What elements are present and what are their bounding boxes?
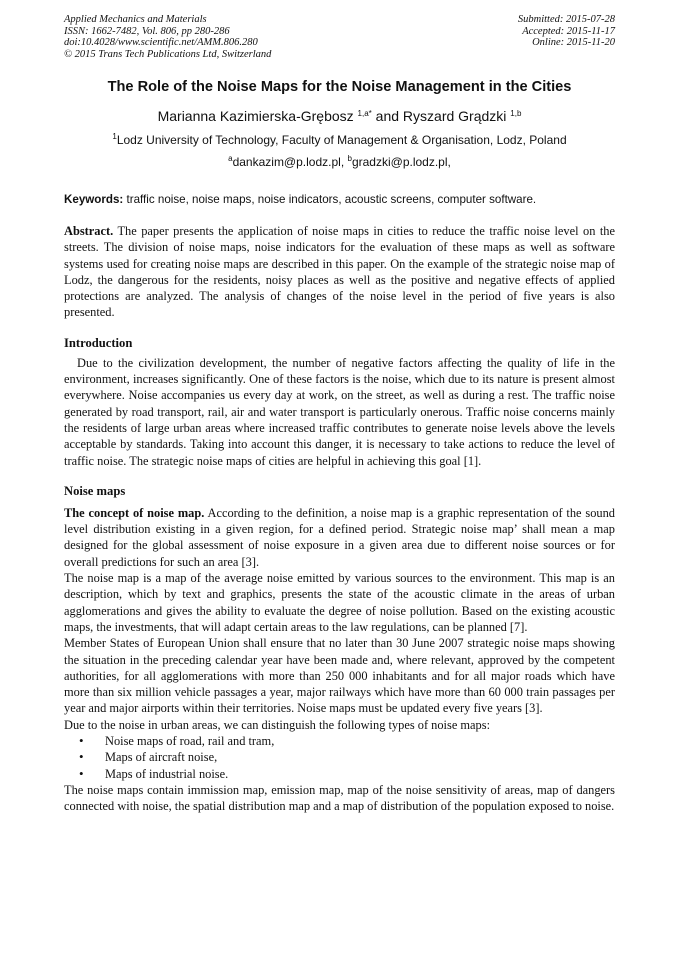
abstract bbox=[64, 223, 615, 321]
accepted-date: Accepted: 2015-11-17 bbox=[522, 25, 615, 37]
abstract-label: Abstract. bbox=[64, 224, 114, 238]
journal-header bbox=[64, 14, 615, 60]
affiliation-mark: 1 bbox=[112, 132, 117, 141]
concept-label: The concept of noise map. bbox=[64, 505, 205, 520]
paper-title: The Role of the Noise Maps for the Noise Management in the Cities bbox=[107, 79, 572, 95]
author-2: Ryszard Grądzki bbox=[402, 108, 507, 124]
concept-text: According to the definition, a noise map is a graphic representation of the sound level distribution existing in a given region, for a defined period. Strategic noise map’ shall mean a map designed for the global assessment of noise exposure in a given area due to different noise sources or for overall predictions for such an area [3]. bbox=[64, 505, 616, 569]
noise-map-description-paragraph: The noise map is a map of the average noise emitted by various sources to the environment. This map is an description, which by text and graphics, presents the state of the acoustic climate in the areas of urban agglomerations and gives the ability to evaluate the degree of noise pollution. Based on the existing acoustic maps, the investments, that will adapt certain areas to the law regulations, can be planned [7]. bbox=[64, 571, 615, 634]
affiliation bbox=[64, 133, 615, 147]
journal-info bbox=[64, 14, 271, 60]
email-b: gradzki@p.lodz.pl, bbox=[351, 155, 451, 169]
noise-map-types-intro: Due to the noise in urban areas, we can distinguish the following types of noise maps: bbox=[64, 717, 491, 732]
list-item: • Maps of aircraft noise, bbox=[64, 749, 615, 765]
list-item: • Noise maps of road, rail and tram, bbox=[64, 733, 615, 749]
noise-map-types-list bbox=[64, 733, 615, 782]
introduction-heading: Introduction bbox=[64, 335, 133, 350]
eu-requirements-paragraph: Member States of European Union shall ensure that no later than 30 June 2007 strategic noise maps showing the situation in the preceding calendar year have been made and, where relevant, approved by the competent authorities, for all agglomerations with more than 250 000 inhabitants and for all major roads which have more than six million vehicle passages a year, major railways which have more than 60 000 train passages per year and major airports within their territories. Noise maps must be updated every five years [3]. bbox=[64, 636, 615, 716]
email-line bbox=[64, 155, 615, 169]
list-item: • Maps of industrial noise. bbox=[64, 766, 615, 782]
affiliation-text: Lodz University of Technology, Faculty of Management & Organisation, Lodz, Poland bbox=[116, 133, 567, 147]
author-connector: and bbox=[375, 108, 400, 124]
noise-maps-heading: Noise maps bbox=[64, 483, 126, 498]
author-line bbox=[64, 108, 615, 124]
keywords-text: traffic noise, noise maps, noise indicators, acoustic screens, computer software. bbox=[126, 193, 537, 206]
abstract-text: The paper presents the application of noise maps in cities to reduce the traffic noise level on the streets. The division of noise maps, noise indicators for the evaluation of these maps as well as software systems used for creating noise maps are described in this paper. On the example of the strategic noise map of Lodz, the dangerous for the residents, noisy places as well as the positive and negative effects of applied protections are analyzed. The analysis of changes of the noise level in the period of five years is also presented. bbox=[64, 224, 615, 320]
journal-issn: ISSN: 1662-7482, Vol. 806, pp 280-286 bbox=[64, 25, 230, 37]
paper-page bbox=[64, 14, 615, 815]
keywords bbox=[64, 193, 615, 206]
journal-copyright: © 2015 Trans Tech Publications Ltd, Switzerland bbox=[64, 48, 272, 60]
author-1-affil: 1,a* bbox=[357, 109, 372, 118]
author-1: Marianna Kazimierska-Grębosz bbox=[157, 108, 354, 124]
online-date: Online: 2015-11-20 bbox=[532, 37, 615, 48]
submission-dates bbox=[518, 14, 615, 60]
noise-map-contents-paragraph: The noise maps contain immission map, emission map, map of the noise sensitivity of areas, map of dangers connected with noise, the spatial distribution map and a map of distribution of the population exposed to noise. bbox=[64, 782, 615, 814]
introduction-paragraph: Due to the civilization development, the number of negative factors affecting the quality of life in the environment, increases significantly. One of these factors is the noise, which due to its nature is present almost everywhere. Noise accompanies us every day at work, on the street, as well as during a rest. The traffic noise generated by road transport, rail, air and water transport is particularly onerous. Traffic noise concerns mainly the residents of large urban areas where increased traffic contributes to generate noise levels above the levels acceptable by standards. Taking into account this danger, it is necessary to take actions to reduce the level of traffic noise. The strategic noise maps of cities are helpful in achieving this goal [1]. bbox=[64, 355, 615, 468]
journal-name: Applied Mechanics and Materials bbox=[64, 14, 207, 25]
journal-doi: doi:10.4028/www.scientific.net/AMM.806.280 bbox=[64, 37, 258, 48]
submitted-date: Submitted: 2015-07-28 bbox=[517, 14, 615, 25]
concept-paragraph bbox=[64, 505, 615, 570]
email-b-mark: b bbox=[347, 154, 352, 163]
author-2-affil: 1,b bbox=[510, 109, 522, 118]
keywords-label: Keywords: bbox=[64, 193, 124, 206]
email-a-mark: a bbox=[228, 154, 233, 163]
email-a: dankazim@p.lodz.pl, bbox=[232, 155, 345, 169]
